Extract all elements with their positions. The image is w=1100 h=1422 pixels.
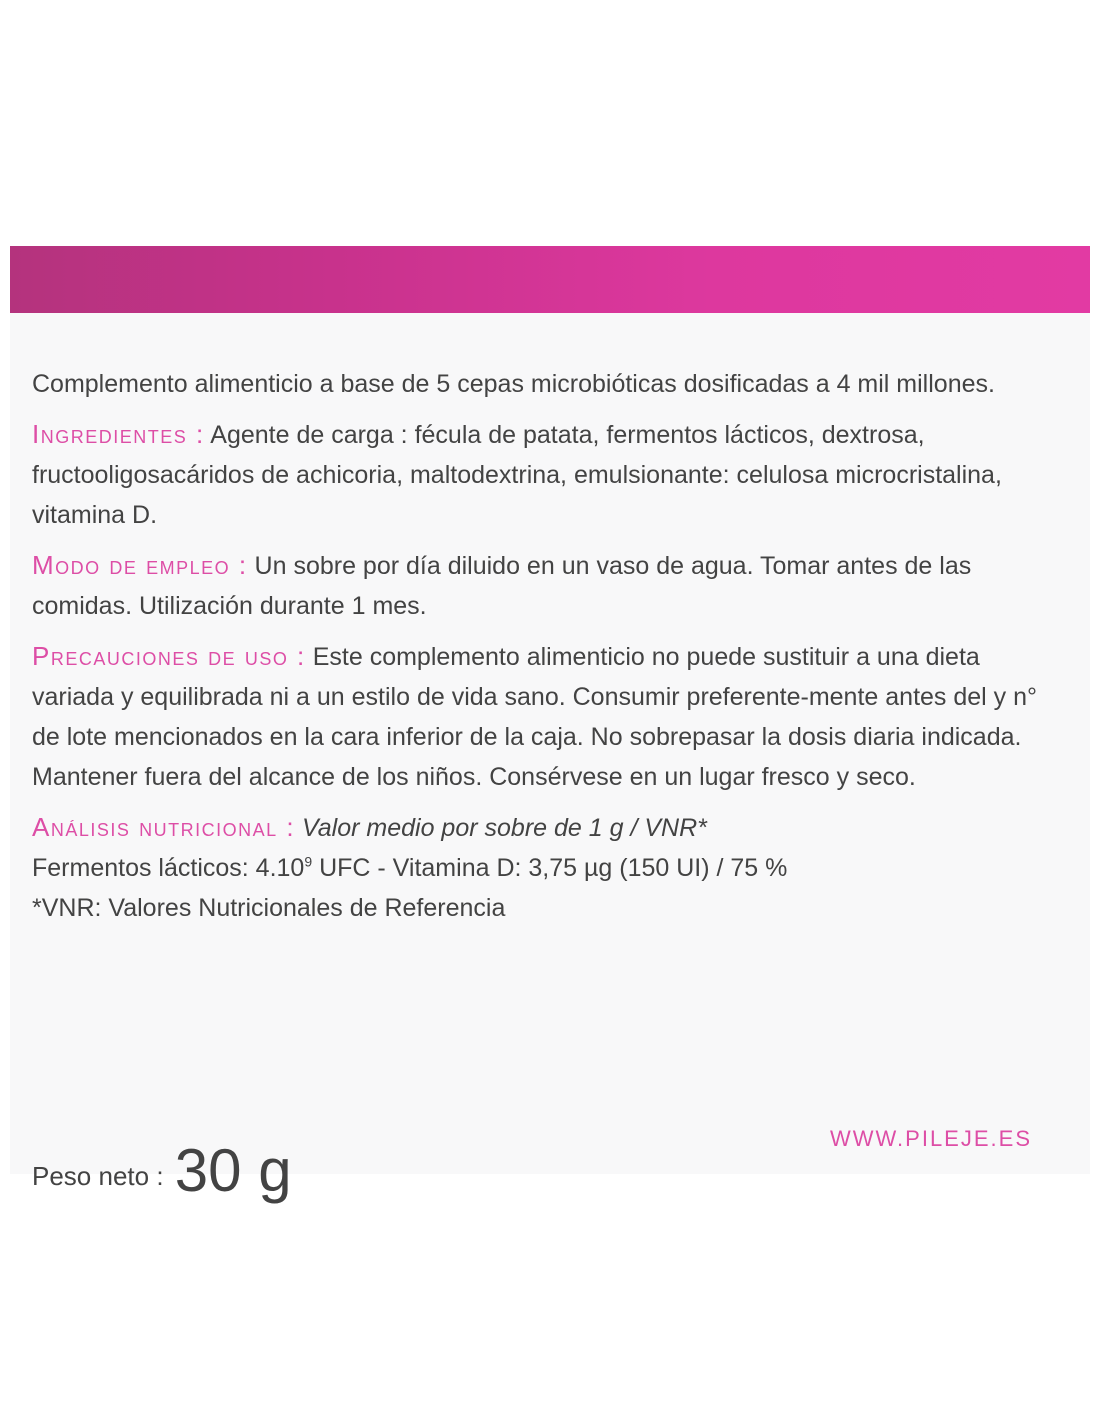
analysis-label: Análisis nutricional : bbox=[32, 812, 296, 842]
analysis-heading bbox=[32, 807, 1062, 848]
net-weight bbox=[32, 1136, 292, 1205]
product-panel bbox=[10, 246, 1090, 1204]
usage-label: Modo de empleo : bbox=[32, 550, 248, 580]
analysis-values bbox=[32, 848, 1062, 888]
precautions-label: Precauciones de uso : bbox=[32, 641, 306, 671]
precautions-section bbox=[32, 636, 1062, 797]
precautions-text: Este complemento alimenticio no puede sustituir a una dieta variada y equilibrada ni a un estilo de vida sano. Consumir preferente-mente antes del y n° de lote mencionados en la cara inferior de la caja. No sobrepasar la dosis diaria indicada. Mantener fuera del alcance de los niños. Consérvese en un lugar fresco y seco. bbox=[32, 643, 1038, 791]
net-weight-value: 30 g bbox=[174, 1137, 292, 1204]
website-link: WWW.PILEJE.ES bbox=[829, 1126, 1032, 1151]
analysis-exponent: 9 bbox=[304, 853, 313, 870]
product-info bbox=[32, 364, 1062, 928]
analysis-line-prefix: Fermentos lácticos: 4.10 bbox=[32, 854, 305, 882]
usage-section bbox=[32, 545, 1062, 626]
ingredients-label: Ingredientes : bbox=[32, 419, 205, 449]
vnr-footnote: *VNR: Valores Nutricionales de Referencia bbox=[32, 894, 506, 922]
net-weight-label: Peso neto : bbox=[32, 1161, 164, 1191]
ingredients-text: Agente de carga : fécula de patata, fermentos lácticos, dextrosa, fructooligosacáridos de achicoria, maltodextrina, emulsionante: celulosa microcristalina, vitamina D. bbox=[32, 421, 1002, 529]
ingredients-section bbox=[32, 414, 1062, 535]
usage-text: Un sobre por día diluido en un vaso de agua. Tomar antes de las comidas. Utilización durante 1 mes. bbox=[32, 552, 972, 620]
magenta-band bbox=[10, 246, 1090, 313]
analysis-line-suffix: UFC - Vitamina D: 3,75 µg (150 UI) / 75 % bbox=[312, 854, 788, 882]
intro-text: Complemento alimenticio a base de 5 cepas microbióticas dosificadas a 4 mil millones. bbox=[32, 370, 995, 398]
analysis-subtitle: Valor medio por sobre de 1 g / VNR* bbox=[302, 814, 707, 842]
